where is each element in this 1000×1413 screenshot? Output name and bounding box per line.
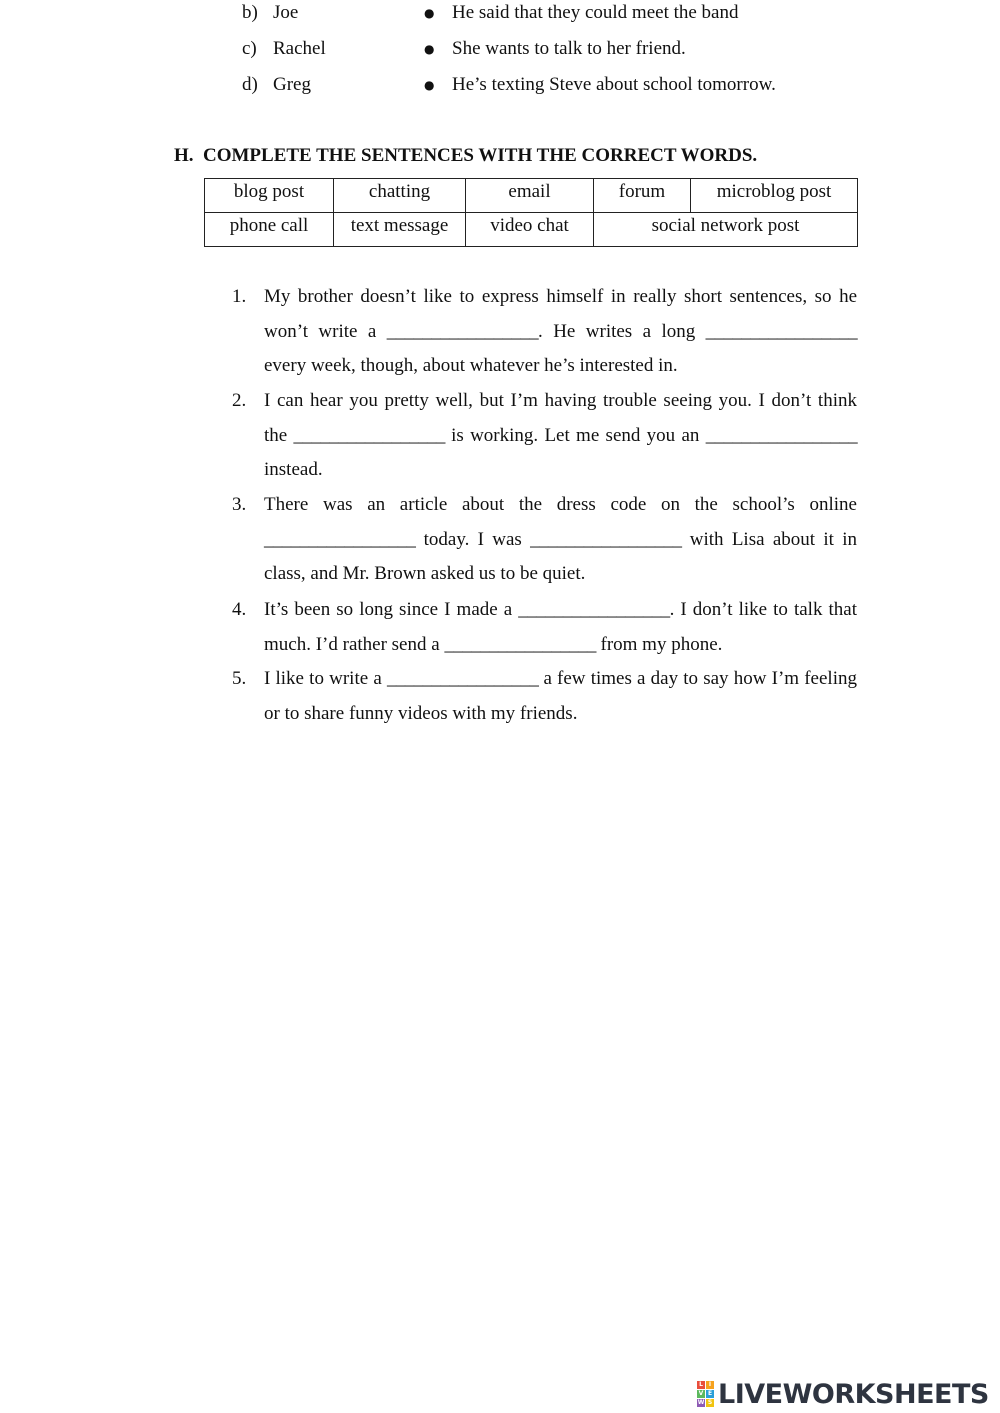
answer-blank[interactable]: _________________ bbox=[518, 599, 670, 620]
item-name: Joe bbox=[273, 2, 299, 23]
sentence-part: I can hear you pretty well, but I’m having trouble seeing you. I don’t think the bbox=[264, 390, 857, 446]
sentence-part: a few times a day to say how I’m feeling or to share funny videos with my friends. bbox=[264, 668, 857, 724]
exercise-text bbox=[264, 593, 857, 662]
word-bank-cell: microblog post bbox=[691, 179, 858, 213]
answer-blank[interactable]: _________________ bbox=[264, 528, 416, 550]
sentence-part: There was an article about the dress code on the school’s online bbox=[264, 494, 857, 515]
item-name: Greg bbox=[273, 74, 311, 95]
item-statement: He’s texting Steve about school tomorrow. bbox=[452, 74, 776, 95]
sentence-part: with Lisa about it in class, and Mr. Brown asked us to be quiet. bbox=[264, 528, 857, 585]
sentence-part: today. I was bbox=[415, 528, 531, 550]
exercise-number: 4. bbox=[232, 599, 247, 620]
answer-blank[interactable]: _________________ bbox=[705, 424, 858, 446]
bullet-icon: ● bbox=[424, 78, 435, 92]
logo-letter: V bbox=[698, 1390, 704, 1397]
exercise-item bbox=[232, 662, 857, 731]
answer-blank[interactable]: _________________ bbox=[293, 424, 445, 446]
exercise-number: 2. bbox=[232, 390, 247, 411]
section-letter: H. bbox=[174, 145, 194, 166]
exercise-number: 5. bbox=[232, 668, 247, 689]
sentence-part: . He writes a long bbox=[538, 320, 706, 342]
logo-letter: I bbox=[706, 1381, 714, 1389]
exercise-item bbox=[232, 593, 857, 662]
sentence-part: instead. bbox=[264, 459, 323, 481]
answer-blank[interactable]: _________________ bbox=[386, 320, 539, 342]
logo-letter: E bbox=[707, 1390, 713, 1397]
logo-letter: L bbox=[697, 1381, 705, 1389]
logo-grid-icon bbox=[697, 1381, 714, 1407]
sentence-part: is working. Let me send you an bbox=[444, 424, 706, 446]
item-statement: He said that they could meet the band bbox=[452, 2, 739, 23]
exercise-item bbox=[232, 280, 857, 384]
sentence-part: It’s been so long since I made a bbox=[264, 599, 519, 620]
answer-blank[interactable]: _________________ bbox=[444, 633, 596, 655]
item-letter: c) bbox=[242, 38, 257, 59]
sentence-part: . I don’t like to talk that much. I’d rather send a bbox=[264, 599, 858, 655]
logo-text: LIVEWORKSHEETS bbox=[718, 1378, 989, 1410]
sentence-part: from my phone. bbox=[595, 633, 723, 655]
item-name: Rachel bbox=[273, 38, 326, 59]
bullet-icon: ● bbox=[424, 42, 435, 56]
exercise-text bbox=[264, 488, 857, 592]
word-bank-row bbox=[205, 179, 858, 213]
sentence-part: I like to write a bbox=[264, 668, 387, 689]
exercise-number: 1. bbox=[232, 286, 247, 307]
item-letter: d) bbox=[242, 74, 258, 95]
word-bank-cell: email bbox=[466, 179, 594, 213]
sentence-part: My brother doesn’t like to express himself in really short sentences, so he won’t write a bbox=[264, 286, 857, 342]
exercise-number: 3. bbox=[232, 494, 247, 515]
exercise-item bbox=[232, 488, 857, 592]
logo-letter: S bbox=[707, 1399, 713, 1406]
item-statement: She wants to talk to her friend. bbox=[452, 38, 686, 59]
section-heading bbox=[174, 143, 757, 169]
logo-letter: W bbox=[697, 1399, 705, 1406]
word-bank-cell: forum bbox=[594, 179, 691, 213]
exercise-text bbox=[264, 384, 857, 488]
exercise-text bbox=[264, 280, 857, 384]
sentence-part: every week, though, about whatever he’s interested in. bbox=[264, 355, 678, 377]
exercise-item bbox=[232, 384, 857, 488]
liveworksheets-logo bbox=[697, 1376, 989, 1412]
answer-blank[interactable]: _________________ bbox=[386, 668, 539, 689]
section-title: COMPLETE THE SENTENCES WITH THE CORRECT WORDS. bbox=[203, 145, 758, 166]
word-bank-cell: blog post bbox=[205, 179, 334, 213]
word-bank-table bbox=[204, 178, 858, 247]
word-bank-cell: phone call bbox=[205, 213, 334, 247]
answer-blank[interactable]: _________________ bbox=[530, 528, 682, 550]
bullet-icon: ● bbox=[424, 6, 435, 20]
item-letter: b) bbox=[242, 2, 258, 23]
exercise-text bbox=[264, 662, 857, 731]
word-bank-cell: chatting bbox=[334, 179, 466, 213]
answer-blank[interactable]: _________________ bbox=[705, 320, 857, 342]
word-bank-cell: text message bbox=[334, 213, 466, 247]
word-bank-cell: video chat bbox=[466, 213, 594, 247]
word-bank-cell: social network post bbox=[594, 213, 858, 247]
word-bank-row bbox=[205, 213, 858, 247]
